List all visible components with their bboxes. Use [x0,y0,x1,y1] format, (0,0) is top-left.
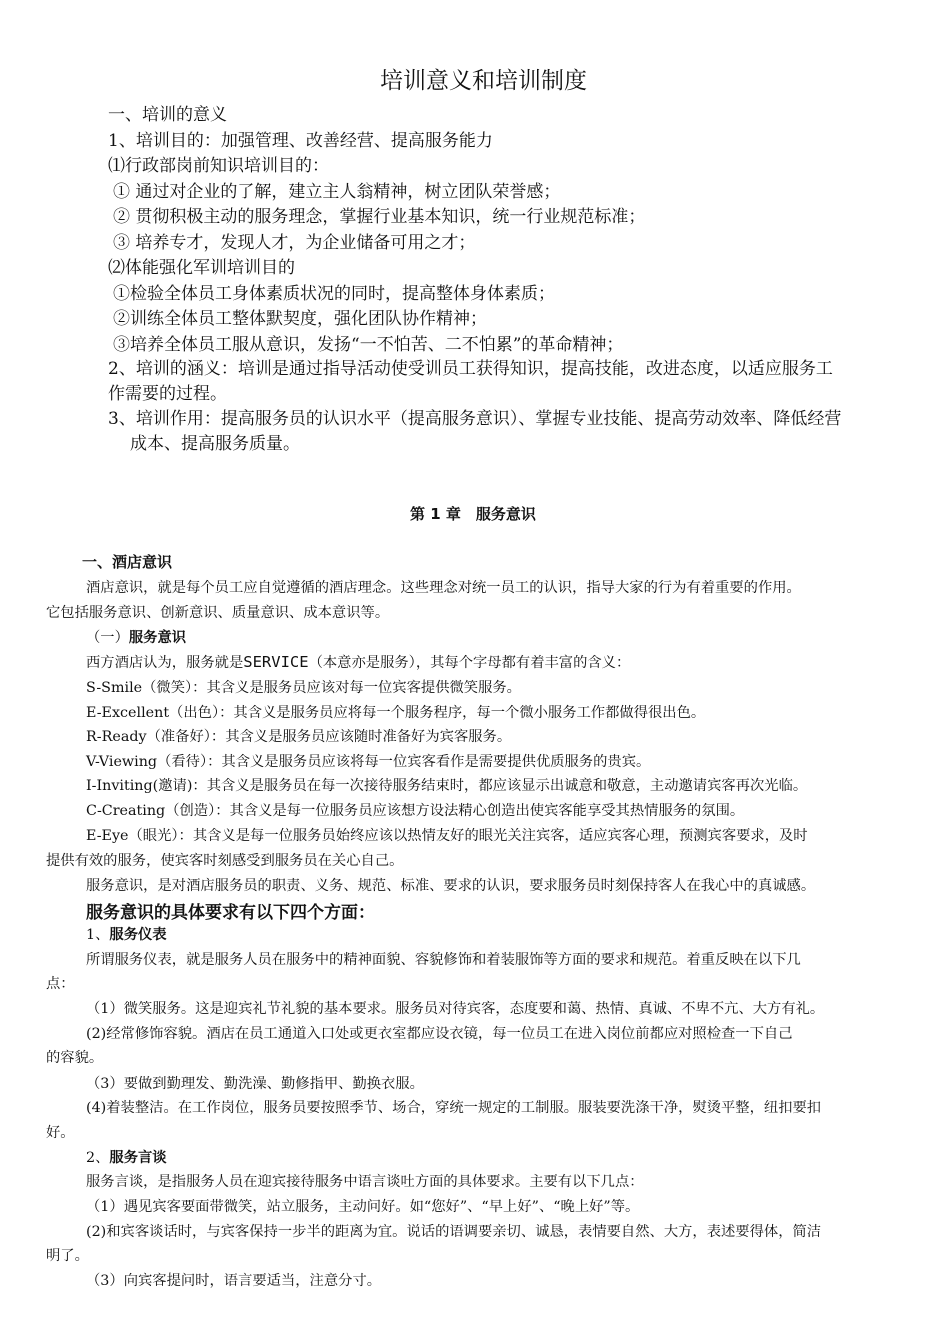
list-item: ① 通过对企业的了解，建立主人翁精神，树立团队荣誉感； [113,182,561,202]
list-item: ②训练全体员工整体默契度，强化团队协作精神； [113,309,487,329]
list-item: (4)着装整洁。在工作岗位，服务员要按照季节、场合，穿统一规定的工制服。服装要洗涤干净，熨烫平整，纽扣要扣 [86,1100,822,1116]
list-item: （3）要做到勤理发、勤洗澡、勤修指甲、勤换衣服。 [86,1076,424,1092]
list-item: I-Inviting(邀请)：其含义是服务员在每一次接待服务结束时，都应该显示出诚意和敬意，主动邀请宾客再次光临。 [86,778,808,794]
list-item: 明了。 [46,1248,89,1264]
service-word: SERVICE [243,653,309,671]
list-item: E-Eye（眼光）：其含义是每一位服务员始终应该以热情友好的眼光关注宾客，适应宾客心理，预测宾客要求，及时 [86,828,808,844]
list-item: （1）微笑服务。这是迎宾礼节礼貌的基本要求。服务员对待宾客，态度要和蔼、热情、真诚、不卑不亢、大方有礼。 [86,1001,825,1017]
paragraph: ⑴行政部岗前知识培训目的： [108,156,329,176]
list-item: ①检验全体员工身体素质状况的同时，提高整体身体素质； [113,284,555,304]
paragraph: 2、培训的涵义：培训是通过指导活动使受训员工获得知识，提高技能，改进态度，以适应服务工 [108,359,833,379]
subsection-number: 2、 [86,1150,110,1166]
section-heading: 一、酒店意识 [82,553,173,571]
list-item: S-Smile（微笑）：其含义是服务员应该对每一位宾客提供微笑服务。 [86,680,521,696]
document-title: 培训意义和培训制度 [380,68,587,94]
list-item: (2)和宾客谈话时，与宾客保持一步半的距离为宜。说话的语调要亲切、诚恳，表情要自然、大方，表述要得体，简洁 [86,1224,822,1240]
paragraph: 服务意识，是对酒店服务员的职责、义务、规范、标准、要求的认识，要求服务员时刻保持客人在我心中的真诚感。 [86,878,816,894]
subsection-title: 服务仪表 [109,927,167,943]
service-post: （本意亦是服务），其每个字母都有着丰富的含义： [308,655,631,671]
subsection-title: 服务意识 [128,630,187,646]
paragraph: 3、培训作用：提高服务员的认识水平（提高服务意识）、掌握专业技能、提高劳动效率、降低经营 [108,409,842,429]
requirements-heading: 服务意识的具体要求有以下四个方面： [86,903,375,923]
list-item: R-Ready（准备好）：其含义是服务员应该随时准备好为宾客服务。 [86,729,512,745]
list-item: 的容貌。 [46,1050,104,1066]
subsection-prefix: （一） [86,630,129,646]
list-item: (2)经常修饰容貌。酒店在员工通道入口处或更衣室都应设衣镜，每一位员工在进入岗位前都应对照检查一下自己 [86,1026,793,1042]
list-item: ③培养全体员工服从意识，发扬“一不怕苦、二不怕累”的革命精神； [113,335,624,355]
paragraph: 点： [46,976,75,992]
paragraph: 成本、提高服务质量。 [130,434,300,454]
list-item: （1）遇见宾客要面带微笑，站立服务，主动问好。如“您好”、“早上好”、“晚上好”等。 [86,1199,640,1215]
list-item: 好。 [46,1125,75,1141]
paragraph [86,652,630,672]
subsection-heading [86,924,167,944]
paragraph: ⑵体能强化军训培训目的 [108,258,295,278]
list-item: E-Excellent（出色）：其含义是服务员应将每一个服务程序，每一个微小服务工作都做得很出色。 [86,705,706,721]
list-item: ③ 培养专才，发现人才，为企业储备可用之才； [113,233,476,253]
subsection-heading [86,627,186,647]
paragraph: 酒店意识，就是每个员工应自觉遵循的酒店理念。这些理念对统一员工的认识，指导大家的行为有着重要的作用。 [86,580,801,596]
list-item: 提供有效的服务，使宾客时刻感受到服务员在关心自己。 [46,853,404,869]
section-heading: 一、培训的意义 [108,105,227,125]
chapter-heading: 第 1 章 服务意识 [410,505,536,523]
subsection-heading [86,1147,167,1167]
paragraph: 所谓服务仪表，就是服务人员在服务中的精神面貌、容貌修饰和着装服饰等方面的要求和规范。着重反映在以下几 [86,952,801,968]
subsection-title: 服务言谈 [109,1150,167,1166]
paragraph: 服务言谈，是指服务人员在迎宾接待服务中语言谈吐方面的具体要求。主要有以下几点： [86,1174,644,1190]
list-item: （3）向宾客提问时，语言要适当，注意分寸。 [86,1273,382,1289]
list-item: ② 贯彻积极主动的服务理念，掌握行业基本知识，统一行业规范标准； [113,207,646,227]
list-item: V-Viewing（看待）：其含义是服务员应该将每一位宾客看作是需要提供优质服务的贵宾。 [86,754,651,770]
paragraph: 1、培训目的：加强管理、改善经营、提高服务能力 [108,131,493,151]
paragraph: 作需要的过程。 [108,384,227,404]
service-pre: 西方酒店认为，服务就是 [86,655,244,671]
subsection-number: 1、 [86,927,110,943]
list-item: C-Creating（创造）：其含义是每一位服务员应该想方设法精心创造出使宾客能享受其热情服务的氛围。 [86,803,745,819]
paragraph: 它包括服务意识、创新意识、质量意识、成本意识等。 [46,605,390,621]
